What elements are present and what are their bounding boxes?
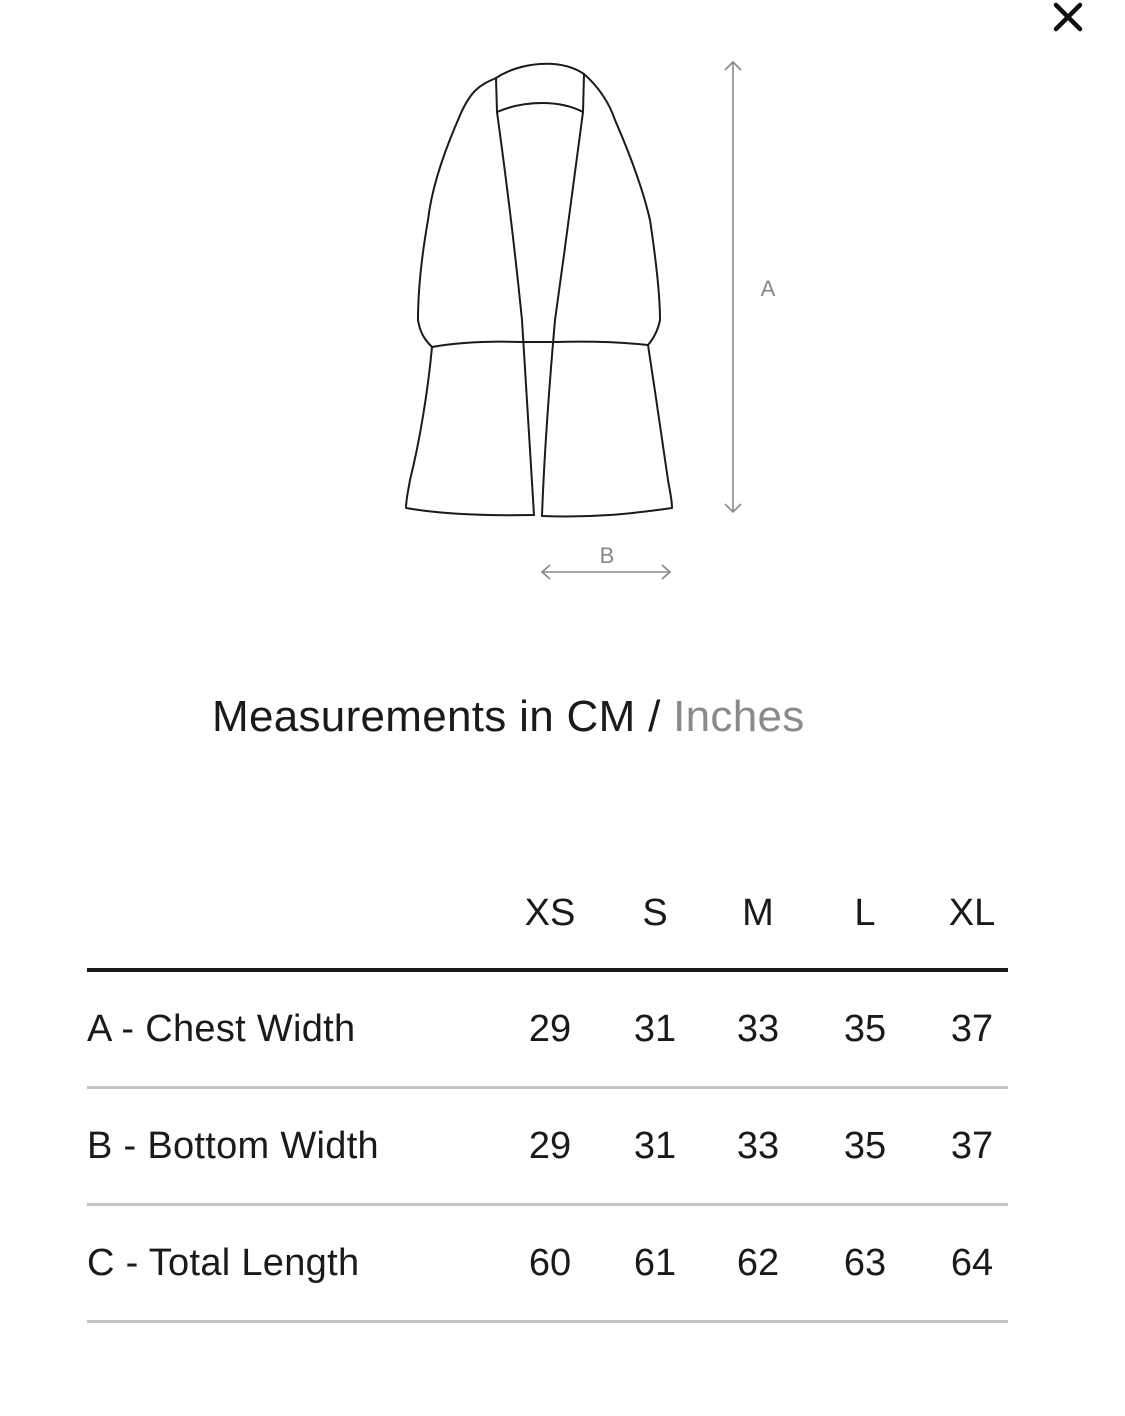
table-cell: 29 — [528, 1008, 572, 1050]
garment-diagram — [0, 0, 1125, 620]
size-header-xl: XL — [948, 892, 996, 934]
row-label: A - Chest Width — [87, 1008, 356, 1050]
table-cell: 33 — [736, 1125, 780, 1167]
table-cell: 60 — [528, 1242, 572, 1284]
table-cell: 29 — [528, 1125, 572, 1167]
table-row — [87, 1206, 1008, 1323]
row-label: C - Total Length — [87, 1242, 360, 1284]
unit-toggle — [212, 692, 805, 742]
table-cell: 37 — [950, 1008, 994, 1050]
table-cell: 61 — [633, 1242, 677, 1284]
unit-inches-option[interactable]: Inches — [673, 692, 805, 741]
length-arrow — [725, 62, 741, 512]
table-cell: 62 — [736, 1242, 780, 1284]
size-table — [87, 880, 1008, 1323]
table-row — [87, 1089, 1008, 1206]
scarf-garment-icon — [406, 64, 672, 517]
label-b: B — [599, 543, 615, 568]
unit-separator: / — [648, 692, 674, 741]
table-cell: 31 — [633, 1125, 677, 1167]
size-header-s: S — [642, 892, 668, 934]
table-cell: 63 — [843, 1242, 887, 1284]
table-cell: 37 — [950, 1125, 994, 1167]
size-header-row — [87, 880, 1008, 972]
table-cell: 64 — [950, 1242, 994, 1284]
table-cell: 31 — [633, 1008, 677, 1050]
table-cell: 35 — [843, 1125, 887, 1167]
size-header-m: M — [742, 892, 774, 934]
table-cell: 35 — [843, 1008, 887, 1050]
table-cell: 33 — [736, 1008, 780, 1050]
label-a: A — [760, 276, 776, 301]
size-header-xs: XS — [524, 892, 576, 934]
unit-cm-option[interactable]: Measurements in CM — [212, 692, 636, 741]
row-label: B - Bottom Width — [87, 1125, 379, 1167]
table-row — [87, 972, 1008, 1089]
size-header-l: L — [854, 892, 876, 934]
